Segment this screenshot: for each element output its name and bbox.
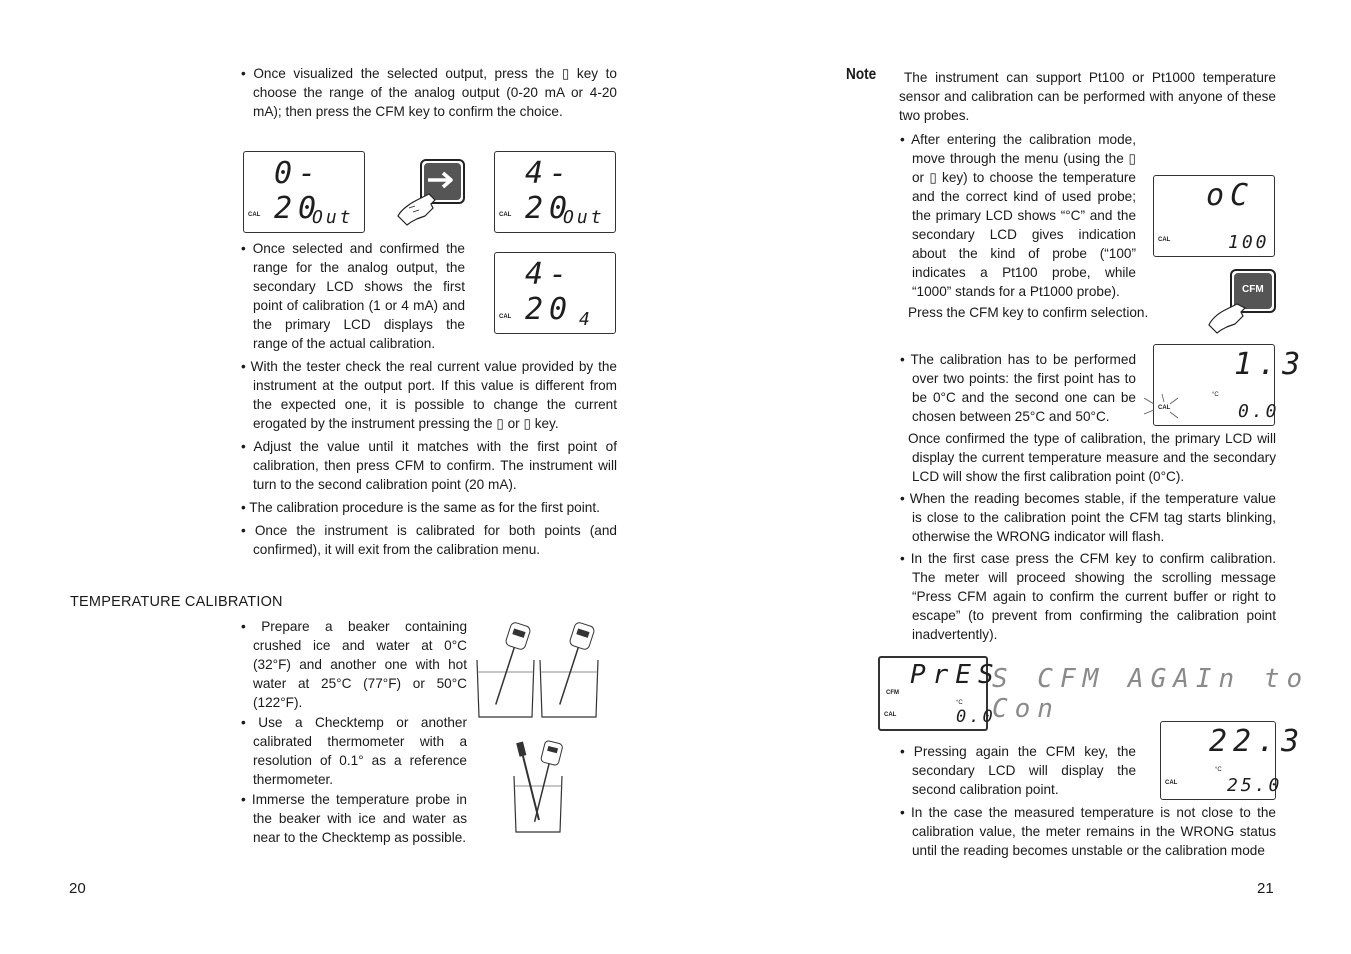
once-confirmed-text bbox=[908, 429, 1276, 486]
lcd-cal-tag: CAL bbox=[1158, 405, 1171, 411]
lcd-primary: 1.3 bbox=[1234, 347, 1307, 382]
lcd-secondary: 4 bbox=[579, 309, 593, 330]
lcd-cal-tag: CAL bbox=[248, 212, 261, 218]
lcd-cal-tag: CAL bbox=[499, 212, 512, 218]
bullets-calibration-steps bbox=[241, 357, 617, 559]
paragraph: • When the reading becomes stable, if the temperature value is close to the calibration point the CFM tag starts blinking, otherwise the WRONG indicator will flash. bbox=[900, 491, 1276, 544]
lcd-cal-tag: CAL bbox=[499, 314, 512, 320]
lcd-primary: 4-20 bbox=[525, 156, 574, 226]
lcd-secondary: Out bbox=[312, 207, 354, 228]
lcd-secondary: 0.0 bbox=[1238, 401, 1280, 422]
paragraph: • Once the instrument is calibrated for both points (and confirmed), it will exit from the calibration menu. bbox=[241, 523, 617, 557]
paragraph: • In the first case press the CFM key to confirm calibration. The meter will proceed showing the scrolling message “Press CFM again to confirm the current buffer or right to escape” (to prevent from confirming the calibration point inadvertently). bbox=[900, 551, 1276, 642]
lcd-scrolling-message: S CFM AGAIn to Con bbox=[992, 664, 1310, 724]
lcd-primary: oC bbox=[1206, 178, 1255, 213]
lcd-unit: °C bbox=[1215, 767, 1222, 773]
beakers-illustration bbox=[474, 622, 614, 722]
probe-paragraph-text: • After entering the calibration mode, move through the menu (using the ▯ or ▯ key) to choose the temperature and the correct kind of used probe; the primary LCD shows “°C” and the secondary LCD gives indication about the kind of probe (“100” indicates a Pt100 probe, while “1000” stands for a Pt1000 probe). bbox=[900, 132, 1136, 299]
lcd-secondary: 0.0 bbox=[956, 707, 996, 727]
lcd-unit: °C bbox=[956, 700, 963, 706]
lcd-display-4-20-out bbox=[494, 151, 616, 233]
lcd-display-0-20 bbox=[243, 151, 365, 233]
note-label: Note bbox=[846, 66, 877, 83]
paragraph: • The calibration has to be performed over two points: the first point has to be 0°C and the second one can be chosen between 25°C and 50°C. bbox=[900, 352, 1136, 424]
paragraph: • Once visualized the selected output, press the ▯ key to choose the range of the analog output (0-20 mA or 4-20 mA); then press the CFM key to confirm the choice. bbox=[241, 66, 617, 119]
lcd-display-probe bbox=[1153, 175, 1275, 257]
cfm-key-label: CFM bbox=[1242, 284, 1264, 295]
lcd-cfm-tag: CFM bbox=[886, 690, 899, 696]
page-number-left: 20 bbox=[69, 880, 86, 897]
paragraph: • Adjust the value until it matches with the first point of calibration, then press CFM to confirm. The instrument will turn to the second calibration point (20 mA). bbox=[241, 439, 617, 492]
bullets-stable bbox=[900, 489, 1276, 644]
lcd-unit: °C bbox=[1212, 392, 1219, 398]
probe-beaker-illustration bbox=[510, 740, 570, 835]
lcd-primary: 4-20 bbox=[525, 257, 574, 327]
note-text: The instrument can support Pt100 or Pt1000 temperature sensor and calibration can be performed with anyone of these two probes. bbox=[899, 70, 1276, 123]
lcd-cal-tag: CAL bbox=[1158, 237, 1171, 243]
lcd-cal-tag: CAL bbox=[1165, 780, 1178, 786]
lcd-secondary: 25.0 bbox=[1227, 775, 1283, 796]
bullet-selected-range bbox=[241, 239, 465, 353]
paragraph: • The calibration procedure is the same as for the first point. bbox=[241, 500, 600, 515]
bullet-wrong-status bbox=[900, 803, 1276, 860]
bullet-second-point bbox=[900, 742, 1136, 799]
paragraph: Once confirmed the type of calibration, the primary LCD will display the current temperature measure and the secondary LCD will show the first calibration point (0°C). bbox=[908, 431, 1276, 484]
lcd-primary: 22.3 bbox=[1209, 724, 1306, 759]
cfm-key-icon bbox=[1207, 268, 1279, 334]
section-heading: TEMPERATURE CALIBRATION bbox=[70, 594, 283, 610]
lcd-secondary: Out bbox=[563, 207, 605, 228]
blink-indicator-icon bbox=[1142, 392, 1182, 422]
bullets-temperature-prep bbox=[241, 617, 467, 847]
paragraph: • Pressing again the CFM key, the secondary LCD will display the second calibration point. bbox=[900, 744, 1136, 797]
lcd-display-second-point bbox=[1160, 721, 1306, 800]
paragraph: • Use a Checktemp or another calibrated thermometer with a resolution of 0.1° as a reference thermometer. bbox=[241, 715, 467, 787]
press-cfm-text: Press the CFM key to confirm selection. bbox=[908, 305, 1149, 320]
paragraph: • Once selected and confirmed the range for the analog output, the secondary LCD shows the first point of calibration (1 or 4 mA) and the primary LCD displays the range of the actual calibration. bbox=[241, 241, 465, 351]
lcd-primary: 0-20 bbox=[274, 156, 323, 226]
paragraph: • Prepare a beaker containing crushed ice and water at 0°C (32°F) and another one with hot water at 25°C (77°F) or 50°C (122°F). bbox=[241, 619, 467, 710]
lcd-cal-tag: CAL bbox=[884, 712, 897, 718]
lcd-secondary: 100 bbox=[1228, 232, 1270, 253]
lcd-display-4-20-4 bbox=[494, 252, 616, 334]
paragraph: • In the case the measured temperature is not close to the calibration value, the meter remains in the WRONG status until the reading becomes unstable or the calibration mode bbox=[900, 805, 1276, 858]
paragraph: • Immerse the temperature probe in the beaker with ice and water as near to the Checktemp as possible. bbox=[241, 792, 467, 845]
bullet-select-output bbox=[241, 64, 617, 121]
lcd-primary: PrES bbox=[910, 660, 1001, 690]
paragraph: • With the tester check the real current value provided by the instrument at the output port. If this value is different from the expected one, it is possible to change the current erogated by the instrument pressing the ▯ or ▯ key. bbox=[241, 359, 617, 431]
page-number-right: 21 bbox=[1257, 880, 1274, 897]
bullet-two-points bbox=[900, 350, 1136, 426]
lcd-display-press-message bbox=[878, 656, 1001, 731]
arrow-key-icon bbox=[395, 158, 467, 228]
